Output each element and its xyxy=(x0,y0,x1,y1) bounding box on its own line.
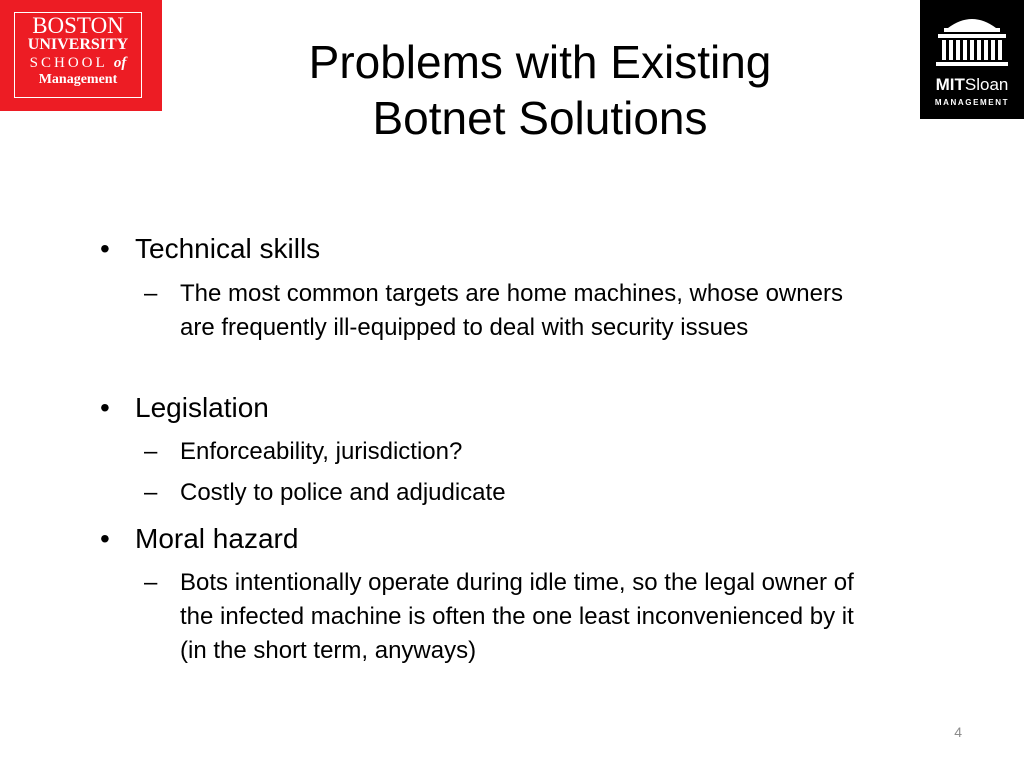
slide-title-line-1: Problems with Existing xyxy=(308,36,772,88)
bu-logo-line-boston: BOSTON xyxy=(32,13,124,38)
bullet-text: Legislation xyxy=(135,392,269,423)
sub-bullet-text: Bots intentionally operate during idle time, so the legal owner of the infected machine is often the one least inconvenienced by it (in the short term, anyways) xyxy=(180,569,854,664)
slide-number: 4 xyxy=(954,724,962,740)
sloan-wordmark: Sloan xyxy=(964,75,1009,94)
mit-sloan-subtitle: MANAGEMENT xyxy=(934,98,1010,107)
bullet-marker: • xyxy=(100,233,110,264)
slide-title-line-2: Botnet Solutions xyxy=(372,92,708,144)
sub-bullet-marker: – xyxy=(144,438,158,465)
sub-bullet-marker: – xyxy=(144,280,158,307)
bu-logo-school-word: SCHOOL xyxy=(29,55,108,71)
bu-logo-line-university: UNIVERSITY xyxy=(27,36,129,53)
bu-logo-of-word: of xyxy=(113,55,127,71)
sub-bullet-text: Costly to police and adjudicate xyxy=(180,479,506,506)
sub-bullet-marker: – xyxy=(144,569,158,596)
mit-wordmark-bold: MIT xyxy=(935,75,965,94)
sub-bullet-text: The most common targets are home machines, whose owners are frequently ill-equipped to deal with security issues xyxy=(180,280,843,341)
bullet-marker: • xyxy=(100,392,110,423)
sub-bullet-marker: – xyxy=(144,479,158,506)
sub-bullet-text: Enforceability, jurisdiction? xyxy=(180,438,463,465)
bu-logo-line-management: Management xyxy=(38,72,118,87)
bullet-text: Moral hazard xyxy=(135,523,299,554)
bullet-marker: • xyxy=(100,523,110,554)
bullet-text: Technical skills xyxy=(135,233,321,264)
